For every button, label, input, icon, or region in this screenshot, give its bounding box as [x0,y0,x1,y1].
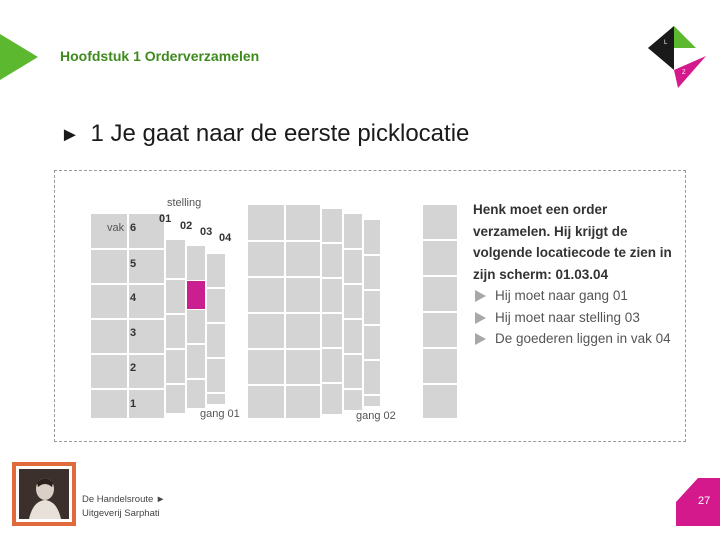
shelf-cell [343,389,363,411]
shelf-cell [165,279,186,314]
shelf-cell [90,319,128,354]
shelf-cell [343,249,363,284]
shelf-cell [422,384,458,419]
info-bullet-text: Hij moet naar gang 01 [495,288,628,303]
page-number: 27 [698,495,711,507]
shelf-cell [363,255,381,290]
shelf-cell [321,208,343,243]
shelf-cell [90,354,128,389]
shelf-cell [321,383,343,415]
shelf-cell [422,276,458,312]
vak-number-3: 3 [130,327,137,339]
shelf-cell [343,284,363,319]
shelf-cell [285,349,321,385]
shelf-cell [247,277,285,313]
shelf-cell [422,204,458,240]
shelf-cell [422,240,458,276]
shelf-cell [285,241,321,277]
highlighted-location [187,281,205,309]
shelf-cell [206,323,226,358]
shelf-cell [321,243,343,278]
info-bullet [473,328,683,350]
bullet-triangle-icon [475,290,486,302]
shelf-cell [363,360,381,395]
corner-logo-letter-z: Z [682,70,686,76]
shelf-cell [247,204,285,241]
vak-number-5: 5 [130,258,137,270]
slide-title: 1 Je gaat naar de eerste picklocatie [90,120,470,147]
shelf-cell [321,313,343,348]
shelf-cell [321,278,343,313]
green-triangle-decoration [0,34,38,80]
shelf-cell [90,284,128,319]
shelf-cell [206,393,226,405]
portrait-image [19,469,69,519]
publisher-brand [82,493,165,521]
shelf-cell [343,319,363,354]
shelf-cell [186,309,206,344]
shelf-cell [285,204,321,241]
shelf-cell [343,354,363,389]
shelf-cell [285,277,321,313]
shelf-cell [186,245,206,281]
corner-logo-letter-l: L [664,40,668,46]
vak-number-2: 2 [130,362,137,374]
shelf-cell [206,253,226,288]
shelf-cell [285,313,321,349]
brand-line-2: Uitgeverij Sarphati [82,508,160,519]
shelf-number-04: 04 [219,232,232,244]
shelf-cell [165,349,186,384]
shelf-number-02: 02 [180,220,193,232]
corner-logo [648,24,708,90]
chapter-title: Hoofdstuk 1 Orderverzamelen [60,48,260,64]
shelf-cell [285,385,321,419]
info-bullet [473,307,683,329]
info-panel [473,199,683,350]
vak-number-4: 4 [130,292,137,304]
shelf-cell [165,314,186,349]
shelf-cell [422,348,458,384]
shelf-cell [363,219,381,255]
shelf-cell [165,239,186,279]
shelf-cell [363,325,381,360]
shelf-cell [247,349,285,385]
shelf-cell [186,379,206,409]
info-bullet [473,285,683,307]
publisher-logo [12,462,76,526]
shelf-cell [247,241,285,277]
bullet-triangle-icon [475,312,486,324]
shelf-cell [186,344,206,379]
vak-number-6: 6 [130,222,137,234]
vak-number-1: 1 [130,398,137,410]
shelf-cell [90,249,128,284]
shelf-cell [247,385,285,419]
shelf-cell [363,290,381,325]
shelf-cell [165,384,186,414]
page-number-badge [676,478,720,526]
warehouse-figure [54,170,686,442]
shelf-number-01: 01 [159,213,172,225]
brand-line-1: De Handelsroute ► [82,494,166,505]
gang-02-label: gang 02 [356,410,396,422]
gang-01-label: gang 01 [200,408,240,420]
stelling-label: stelling [167,197,202,209]
shelf-cell [321,348,343,383]
title-arrow-icon: ► [60,124,80,146]
bullet-triangle-icon [475,333,486,345]
shelf-cell [343,213,363,249]
slide-title-row [60,120,469,148]
shelf-cell [206,288,226,323]
shelf-cell [422,312,458,348]
shelf-cell [247,313,285,349]
info-bullet-text: Hij moet naar stelling 03 [495,309,640,325]
shelf-cell [206,358,226,393]
info-lead-text: Henk moet een order verzamelen. Hij krijgt de volgende locatiecode te zien in zijn scherm: 01.03.04 [473,202,672,282]
shelf-cell [363,395,381,407]
shelf-number-03: 03 [200,226,213,238]
info-bullet-text: De goederen liggen in vak 04 [495,331,671,346]
vak-label: vak [107,222,125,234]
shelf-cell [90,389,128,419]
